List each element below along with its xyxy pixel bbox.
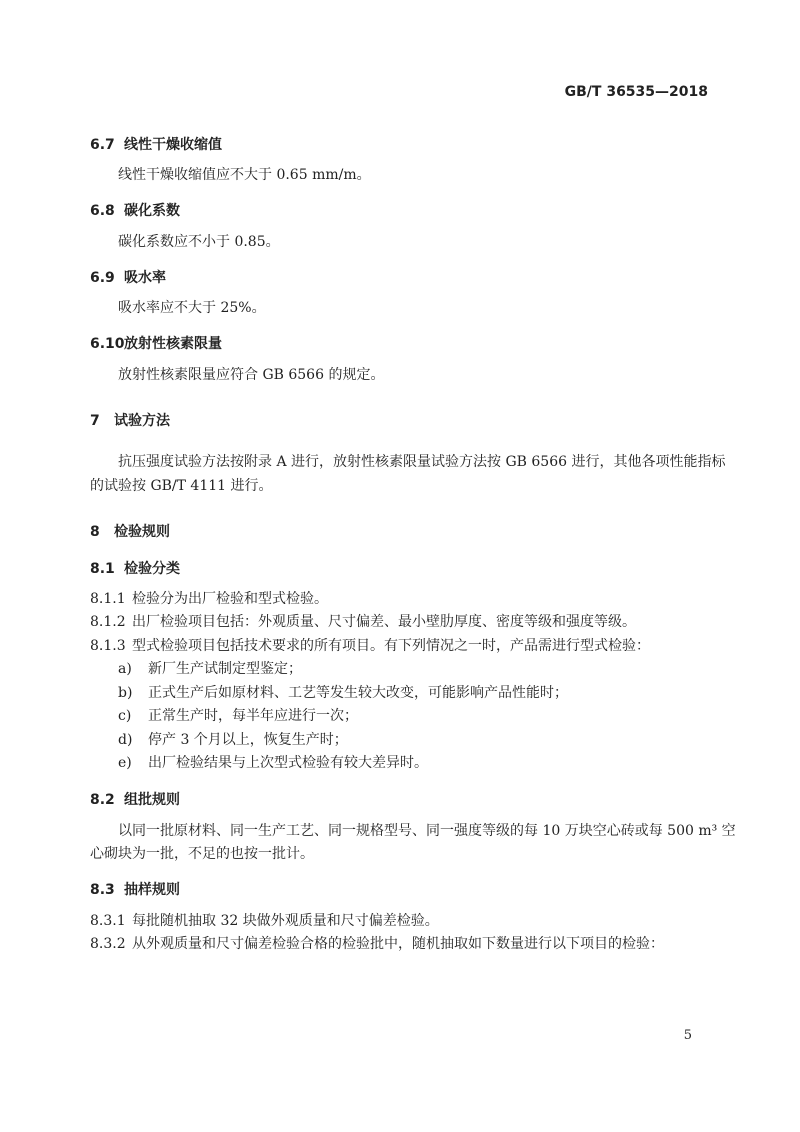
clause [90, 635, 650, 655]
clause-number: 8.1.2 [90, 614, 126, 630]
heading-7 [90, 410, 170, 430]
heading-title: 检验规则 [114, 524, 170, 540]
list-text: 停产 3 个月以上，恢复生产时； [148, 732, 348, 748]
heading-title: 放射性核素限量 [124, 336, 222, 352]
heading-title: 试验方法 [114, 413, 170, 429]
heading-6-9 [90, 267, 166, 287]
clause-text: 型式检验项目包括技术要求的所有项目。有下列情况之一时，产品需进行型式检验： [132, 638, 650, 654]
heading-8-1 [90, 558, 180, 578]
page-number: 5 [683, 1028, 692, 1043]
heading-number: 6.10 [90, 336, 125, 352]
clause-number: 8.1.1 [90, 591, 126, 607]
list-text: 正式生产后如原材料、工艺等发生较大改变，可能影响产品性能时； [148, 685, 568, 701]
heading-number: 6.7 [90, 137, 115, 153]
list-marker: d) [118, 732, 133, 748]
paragraph-line: 抗压强度试验方法按附录 A 进行，放射性核素限量试验方法按 GB 6566 进行，其他各项性能指标 [118, 454, 726, 470]
clause [90, 933, 664, 953]
heading-title: 线性干燥收缩值 [124, 137, 222, 153]
paragraph: 线性干燥收缩值应不大于 0.65 mm/m。 [118, 167, 371, 183]
list-text: 正常生产时，每半年应进行一次； [148, 708, 358, 724]
list-item [118, 705, 358, 725]
list-marker: e) [118, 755, 132, 771]
clause [90, 588, 328, 608]
heading-number: 8.2 [90, 792, 115, 808]
heading-title: 组批规则 [124, 792, 180, 808]
paragraph-line: 以同一批原材料、同一生产工艺、同一规格型号、同一强度等级的每 10 万块空心砖或每 500 m³ 空 [118, 823, 736, 839]
heading-6-10 [90, 333, 222, 353]
clause-text: 检验分为出厂检验和型式检验。 [132, 591, 328, 607]
heading-number: 8.1 [90, 561, 115, 577]
heading-6-8 [90, 200, 180, 220]
heading-8-3 [90, 879, 180, 899]
paragraph-line: 心砌块为一批，不足的也按一批计。 [90, 846, 314, 862]
heading-number: 6.8 [90, 203, 115, 219]
paragraph: 吸水率应不大于 25%。 [118, 300, 266, 316]
list-marker: b) [118, 685, 133, 701]
heading-number: 7 [90, 413, 100, 429]
clause-number: 8.3.2 [90, 936, 126, 952]
list-text: 出厂检验结果与上次型式检验有较大差异时。 [148, 755, 428, 771]
list-item [118, 729, 348, 749]
clause-number: 8.1.3 [90, 638, 126, 654]
heading-number: 8.3 [90, 882, 115, 898]
clause-number: 8.3.1 [90, 913, 126, 929]
heading-6-7 [90, 134, 222, 154]
clause-text: 每批随机抽取 32 块做外观质量和尺寸偏差检验。 [132, 913, 439, 929]
list-item [118, 752, 428, 772]
list-marker: c) [118, 708, 132, 724]
clause-text: 从外观质量和尺寸偏差检验合格的检验批中，随机抽取如下数量进行以下项目的检验： [132, 936, 664, 952]
heading-number: 8 [90, 524, 100, 540]
paragraph: 碳化系数应不小于 0.85。 [118, 234, 280, 250]
clause-text: 出厂检验项目包括：外观质量、尺寸偏差、最小壁肋厚度、密度等级和强度等级。 [132, 614, 636, 630]
heading-number: 6.9 [90, 270, 115, 286]
heading-title: 吸水率 [124, 270, 166, 286]
paragraph-line: 的试验按 GB/T 4111 进行。 [90, 478, 273, 494]
heading-title: 检验分类 [124, 561, 180, 577]
list-item [118, 682, 568, 702]
heading-8 [90, 521, 170, 541]
list-item [118, 658, 302, 678]
list-text: 新厂生产试制定型鉴定； [148, 661, 302, 677]
list-marker: a) [118, 661, 132, 677]
standard-header: GB/T 36535—2018 [564, 84, 708, 100]
paragraph: 放射性核素限量应符合 GB 6566 的规定。 [118, 367, 385, 383]
heading-title: 抽样规则 [124, 882, 180, 898]
heading-title: 碳化系数 [124, 203, 180, 219]
clause [90, 910, 439, 930]
clause [90, 611, 636, 631]
heading-8-2 [90, 789, 180, 809]
